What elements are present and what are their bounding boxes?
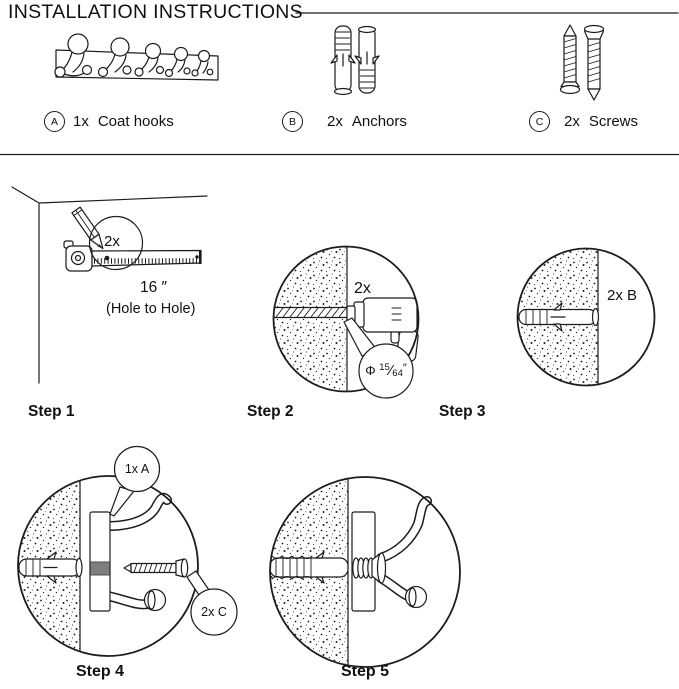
part-c-qty: 2x [564, 113, 580, 130]
screw-icon-left [561, 25, 580, 94]
step5-label: Step 5 [341, 663, 390, 680]
bit-fraction-denominator: 64 [392, 368, 403, 379]
part-a-letter-badge: A [44, 111, 65, 132]
step4-screws-callout: 2x C [201, 605, 227, 619]
step2-drill-bit-size [358, 362, 414, 379]
coat-hook-icon [108, 498, 167, 611]
mark-dot-right [195, 255, 198, 258]
anchor-icon-left [331, 26, 355, 95]
fraction-slash: ⁄ [389, 362, 393, 379]
mark-dot-left [105, 256, 110, 261]
part-a-qty: 1x [73, 113, 89, 130]
step4-label: Step 4 [76, 663, 125, 680]
part-c-letter-badge: C [529, 111, 550, 132]
screw-icon-right [585, 26, 604, 101]
part-a-label [44, 111, 174, 132]
wall-corner [12, 187, 207, 383]
part-b-name: Anchors [351, 113, 407, 130]
step5-illustration [270, 477, 460, 667]
step1-marks-qty: 2x [104, 233, 120, 250]
anchor-icon-right [355, 27, 379, 94]
anchors-drawing [331, 26, 379, 95]
part-c-name: Screws [588, 113, 639, 130]
step4-hook-callout: 1x A [124, 462, 150, 476]
part-a-name: Coat hooks [97, 113, 174, 130]
screw-icon [124, 559, 188, 577]
coat-hook-icon [381, 501, 427, 608]
step1-distance-label: 16 ″ [140, 279, 168, 296]
step3-illustration [517, 248, 655, 387]
inch-unit: ″ [402, 362, 407, 374]
diameter-symbol: Φ [365, 363, 376, 378]
callout-tail [110, 487, 134, 516]
coat-hooks-drawing [55, 34, 218, 80]
step1-illustration [12, 187, 207, 383]
part-b-qty: 2x [327, 113, 343, 130]
step2-label: Step 2 [247, 403, 294, 420]
page-title: INSTALLATION INSTRUCTIONS [8, 1, 303, 23]
step3-anchors-qty: 2x B [607, 287, 638, 304]
plate-screw-hole [91, 562, 110, 575]
tape-measure-icon [64, 241, 202, 271]
step4-illustration [18, 447, 237, 657]
screws-drawing [561, 25, 604, 100]
bit-fraction-numerator: 15 [379, 362, 390, 373]
part-b-label [282, 111, 407, 132]
step1-distance-note: (Hole to Hole) [106, 301, 196, 317]
part-b-letter-badge: B [282, 111, 303, 132]
step3-label: Step 3 [439, 403, 486, 420]
step1-label: Step 1 [28, 403, 75, 420]
wall-cross-section [273, 246, 347, 392]
part-c-label [529, 111, 638, 132]
step2-holes-qty: 2x [354, 280, 371, 297]
pencil-icon [72, 207, 103, 249]
